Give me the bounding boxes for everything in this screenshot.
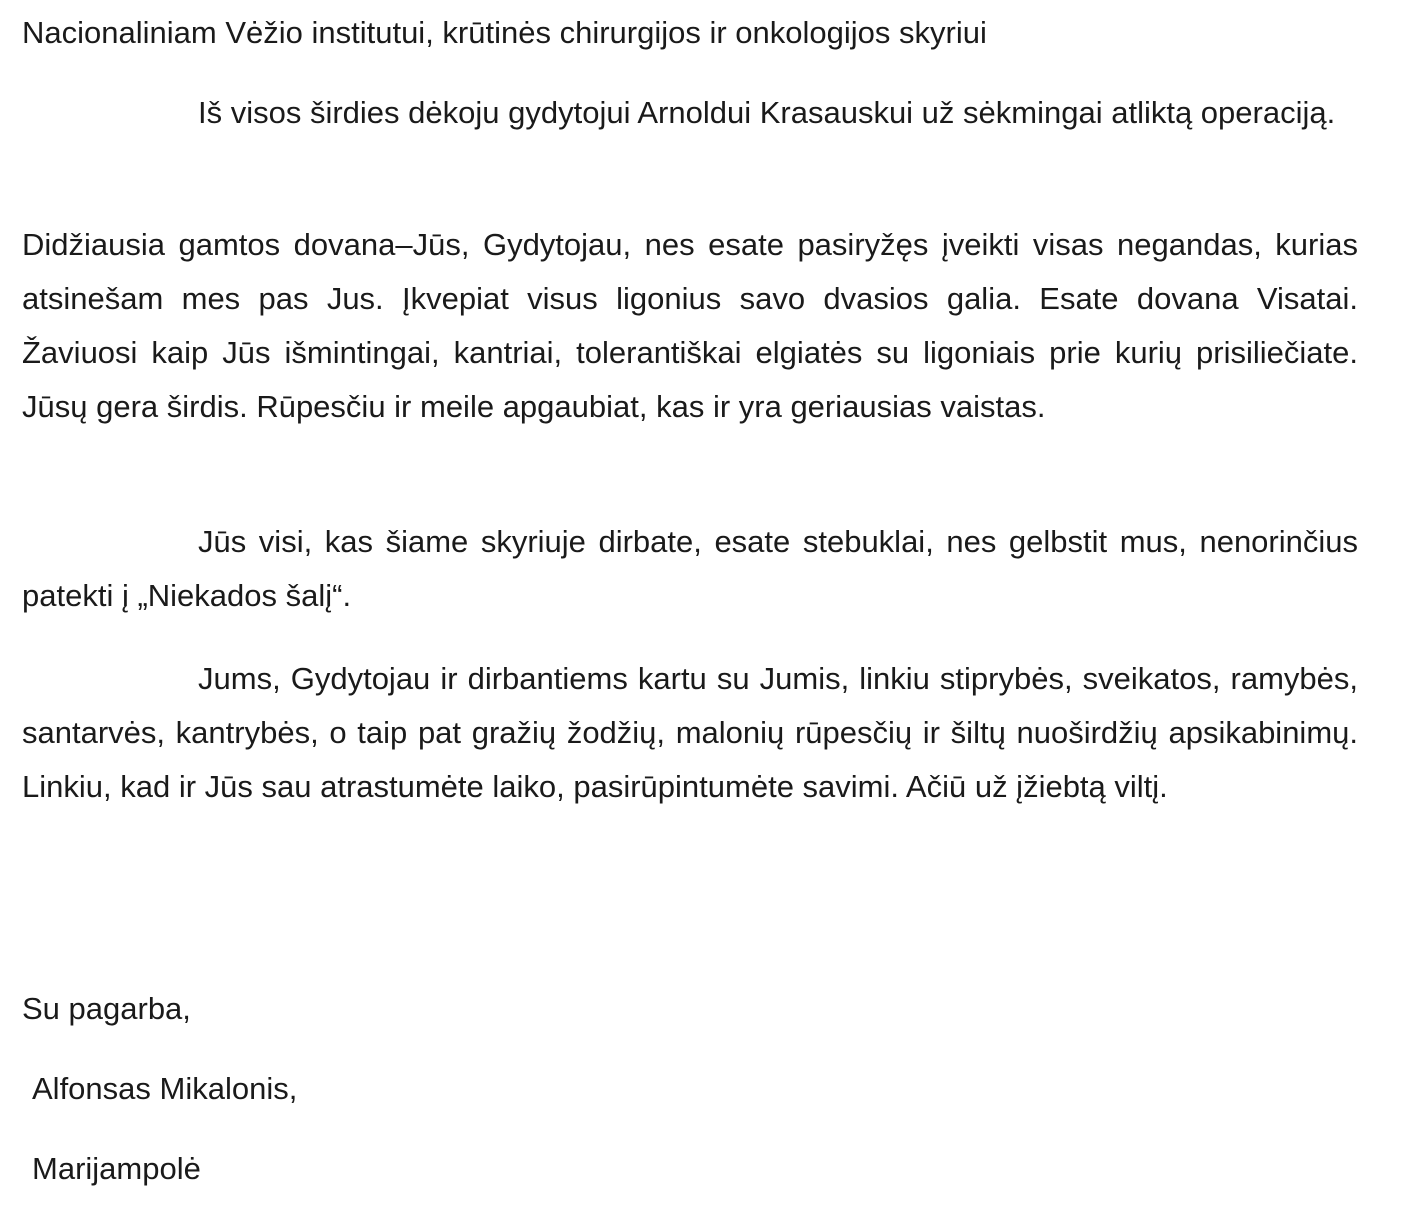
letter-paragraph-thanks: Iš visos širdies dėkoju gydytojui Arnoldui Krasauskui už sėkmingai atliktą operaciją.: [198, 95, 1336, 130]
letter-paragraph-praise: Didžiausia gamtos dovana–Jūs, Gydytojau, nes esate pasiryžęs įveikti visas negandas, kurias atsinešam mes pas Jus. Įkvepiat visus ligonius savo dvasios galia. Esate dovana Visatai. Žaviuosi kaip Jūs išmintingai, kantriai, tolerantiškai elgiatės su ligoniais prie kurių prisiliečiate. Jūsų gera širdis. Rūpesčiu ir meile apgaubiat, kas ir yra geriausias vaistas.: [22, 227, 1358, 424]
letter-paragraph-staff: Jūs visi, kas šiame skyriuje dirbate, esate stebuklai, nes gelbstit mus, nenorinčius patekti į „Niekados šalį“.: [22, 524, 1358, 613]
letter-paragraph-wishes: Jums, Gydytojau ir dirbantiems kartu su Jumis, linkiu stiprybės, sveikatos, ramybės, santarvės, kantrybės, o taip pat gražių žodžių, malonių rūpesčių ir šiltų nuoširdžių apsikabinimų. Linkiu, kad ir Jūs sau atrastumėte laiko, pasirūpintumėte savimi. Ačiū už įžiebtą viltį.: [22, 661, 1358, 804]
letter-addressee: Nacionaliniam Vėžio institutui, krūtinės chirurgijos ir onkologijos skyriui: [22, 15, 987, 50]
letter-sender-name: Alfonsas Mikalonis,: [32, 1071, 298, 1106]
letter-closing: Su pagarba,: [22, 991, 191, 1026]
letter-sender-city: Marijampolė: [32, 1151, 201, 1186]
